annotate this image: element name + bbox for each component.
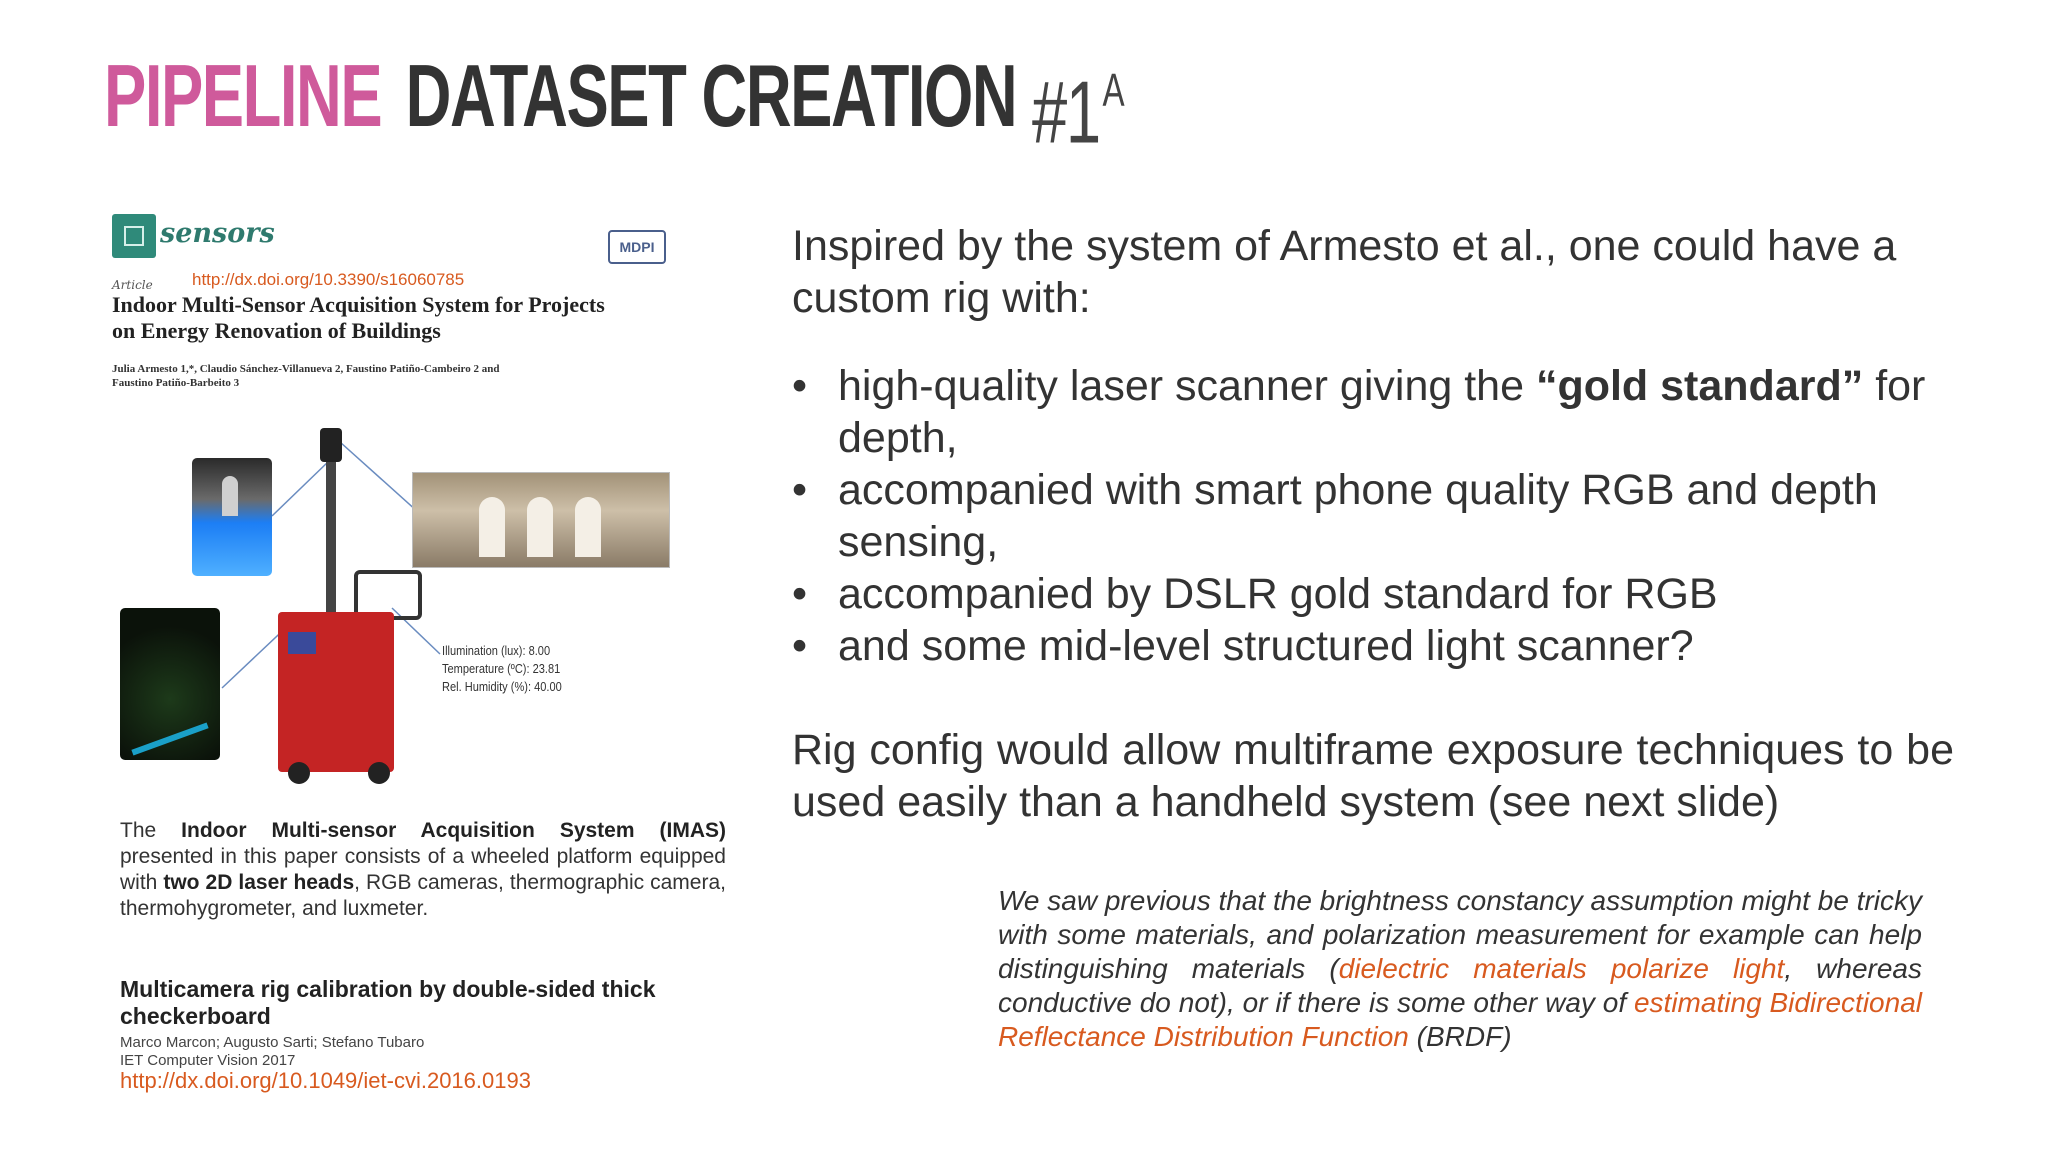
paper-title (112, 292, 672, 344)
bullet-smartphone: • accompanied with smart phone quality RGB and depth sensing, (792, 464, 1954, 568)
robot-scanner-head (320, 428, 342, 462)
depth-thumbnail (192, 458, 272, 576)
paper-doi-link[interactable]: http://dx.doi.org/10.3390/s16060785 (192, 270, 465, 289)
article-tag: Article (112, 278, 153, 292)
bullet-laser-scanner: • high-quality laser scanner giving the “gold standard” for depth, (792, 360, 1954, 464)
paper-authors (112, 362, 672, 390)
imas-figure (118, 420, 678, 790)
dielectric-link[interactable]: dielectric materials polarize light (1338, 953, 1785, 984)
reference-authors: Marco Marcon; Augusto Sarti; Stefano Tubaro (120, 1034, 425, 1051)
reference-title: Multicamera rig calibration by double-sided thick checkerboard (120, 976, 656, 1029)
mdpi-logo: MDPI (608, 230, 666, 264)
paper-title-line-2: on Energy Renovation of Buildings (112, 318, 441, 343)
bullet-structured-light: • and some mid-level structured light scanner? (792, 620, 1954, 672)
reference-doi-link[interactable]: http://dx.doi.org/10.1049/iet-cvi.2016.0193 (120, 1068, 531, 1093)
robot-cart (278, 612, 394, 772)
title-number: $\#1^A$ (1032, 62, 1124, 162)
title-superscript: A (1102, 64, 1124, 116)
paper-authors-line-2: Faustino Patiño-Barbeito 3 (112, 377, 240, 389)
illumination-reading: Illumination (lux): 8.00 (442, 643, 551, 658)
robot-wheel (368, 762, 390, 784)
paper-title-line-1: Indoor Multi-Sensor Acquisition System for Projects (112, 292, 605, 317)
sensors-logo-icon (112, 214, 156, 258)
room-panorama-thumbnail (412, 472, 670, 568)
paper-authors-line-1: Julia Armesto 1,*, Claudio Sánchez-Villanueva 2, Faustino Patiño-Cambeiro 2 and (112, 363, 500, 375)
journal-name: sensors (160, 218, 275, 249)
rig-config-text: Rig config would allow multiframe exposure techniques to be used easily than a handheld system (see next slide) (792, 726, 1954, 826)
title-dataset-creation: DATASET CREATION (405, 46, 1017, 145)
figure-caption: The Indoor Multi-sensor Acquisition System (IMAS) presented in this paper consists of a wheeled platform equipped with two 2D laser heads, RGB cameras, thermographic camera, thermohygrometer, and luxmeter. (120, 819, 726, 920)
bullet-dslr: • accompanied by DSLR gold standard for RGB (792, 568, 1954, 620)
polarization-note: We saw previous that the brightness constancy assumption might be tricky with some materials, and polarization measurement for example can help distinguishing materials (dielectric materials polarize light, whereas conductive do not), or if there is some other way of estimating Bidirectional Reflectance Distribution Function (BRDF) (998, 885, 1922, 1052)
slide-title (104, 46, 1124, 162)
thermal-thumbnail (120, 608, 220, 760)
temperature-reading: Temperature (ºC): 23.81 (442, 661, 561, 676)
sensor-readout (442, 642, 562, 696)
rig-bullet-list (792, 360, 1954, 672)
robot-wheel (288, 762, 310, 784)
intro-text: Inspired by the system of Armesto et al., one could have a custom rig with: (792, 222, 1897, 322)
reference-venue: IET Computer Vision 2017 (120, 1052, 296, 1069)
reference-meta (120, 1034, 424, 1070)
humidity-reading: Rel. Humidity (%): 40.00 (442, 679, 562, 694)
brdf-link[interactable]: estimating Bidirectional Reflectance Distribution Function (998, 987, 1922, 1052)
title-pipeline: PIPELINE (104, 46, 382, 145)
